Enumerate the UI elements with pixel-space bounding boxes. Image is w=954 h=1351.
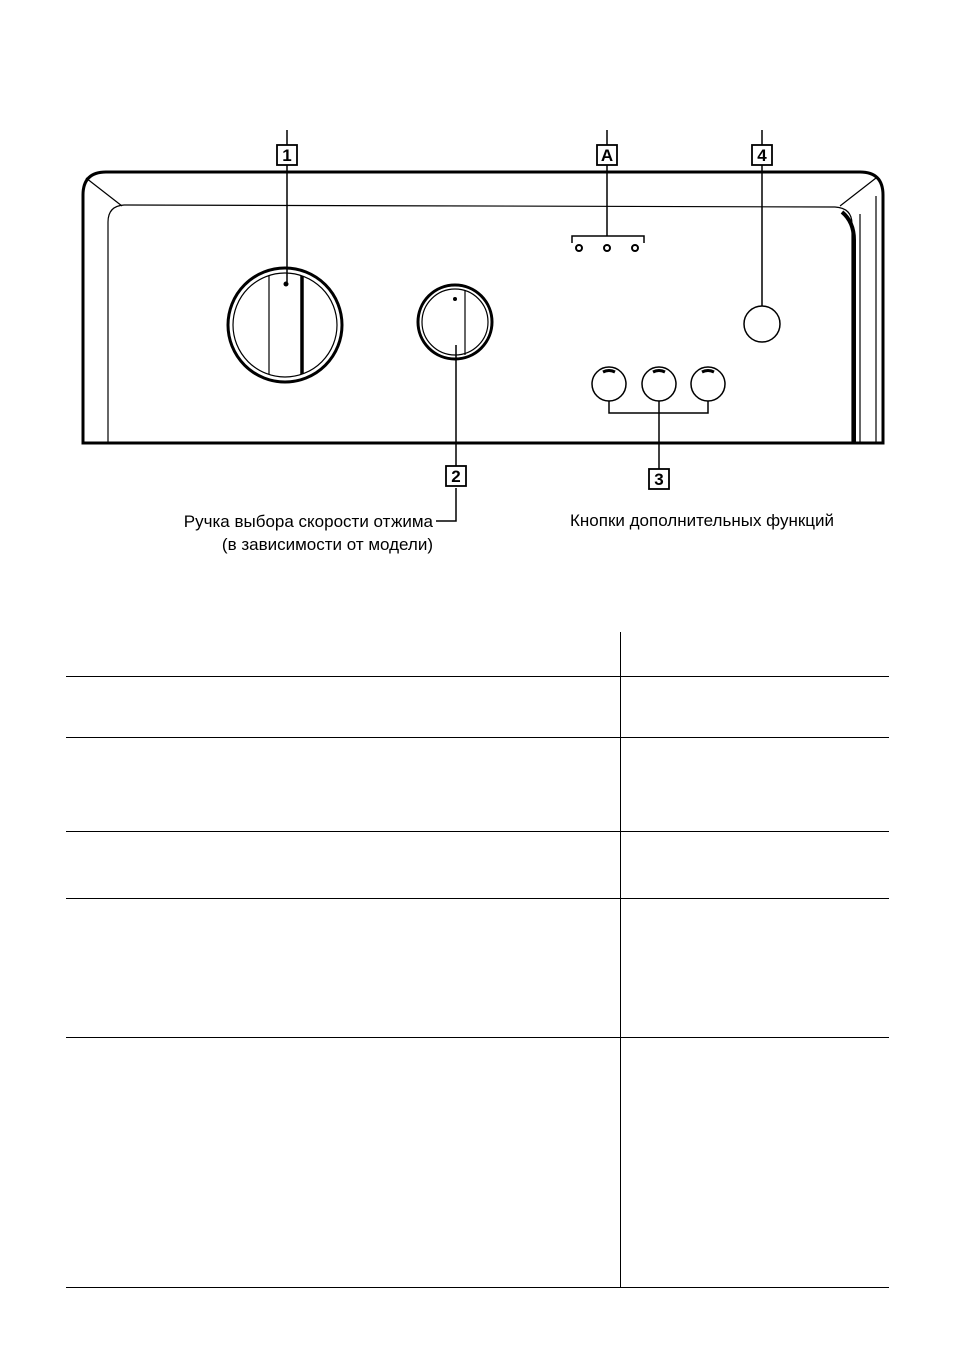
option-buttons-label: Кнопки дополнительных функций xyxy=(570,511,835,530)
table-row xyxy=(66,738,889,832)
spin-speed-dial[interactable] xyxy=(418,285,492,359)
dial-indicator-dot xyxy=(284,282,289,287)
table-row xyxy=(66,899,889,1038)
callout-4 xyxy=(752,145,772,165)
svg-text:4: 4 xyxy=(757,146,767,165)
indicator-lights xyxy=(572,236,644,251)
callout-2 xyxy=(446,466,466,486)
table-row xyxy=(66,632,889,677)
leader-lines xyxy=(287,130,762,521)
indicator-light xyxy=(604,245,610,251)
table-row xyxy=(66,832,889,899)
indicator-light xyxy=(576,245,582,251)
callout-a xyxy=(597,145,617,165)
control-panel-diagram xyxy=(0,0,954,600)
table-row xyxy=(66,677,889,738)
dial-indicator-dot xyxy=(453,297,457,301)
option-button-2[interactable] xyxy=(642,367,676,401)
indicator-light xyxy=(632,245,638,251)
callout-3 xyxy=(649,469,669,489)
callout-1 xyxy=(277,145,297,165)
option-button-1[interactable] xyxy=(592,367,626,401)
table-row xyxy=(66,1038,889,1288)
control-panel xyxy=(83,172,883,443)
option-buttons xyxy=(592,367,725,401)
spin-knob-label-line2: (в зависимости от модели) xyxy=(221,535,433,554)
start-button[interactable] xyxy=(744,306,780,342)
programme-selector-dial[interactable] xyxy=(228,268,342,382)
svg-text:3: 3 xyxy=(654,470,664,489)
svg-text:2: 2 xyxy=(451,467,461,486)
svg-text:A: A xyxy=(600,146,614,165)
function-table xyxy=(66,632,889,1288)
spin-knob-label-line1: Ручка выбора скорости отжима xyxy=(183,512,433,531)
svg-text:1: 1 xyxy=(282,146,292,165)
table-column-divider xyxy=(620,632,621,1288)
option-button-3[interactable] xyxy=(691,367,725,401)
